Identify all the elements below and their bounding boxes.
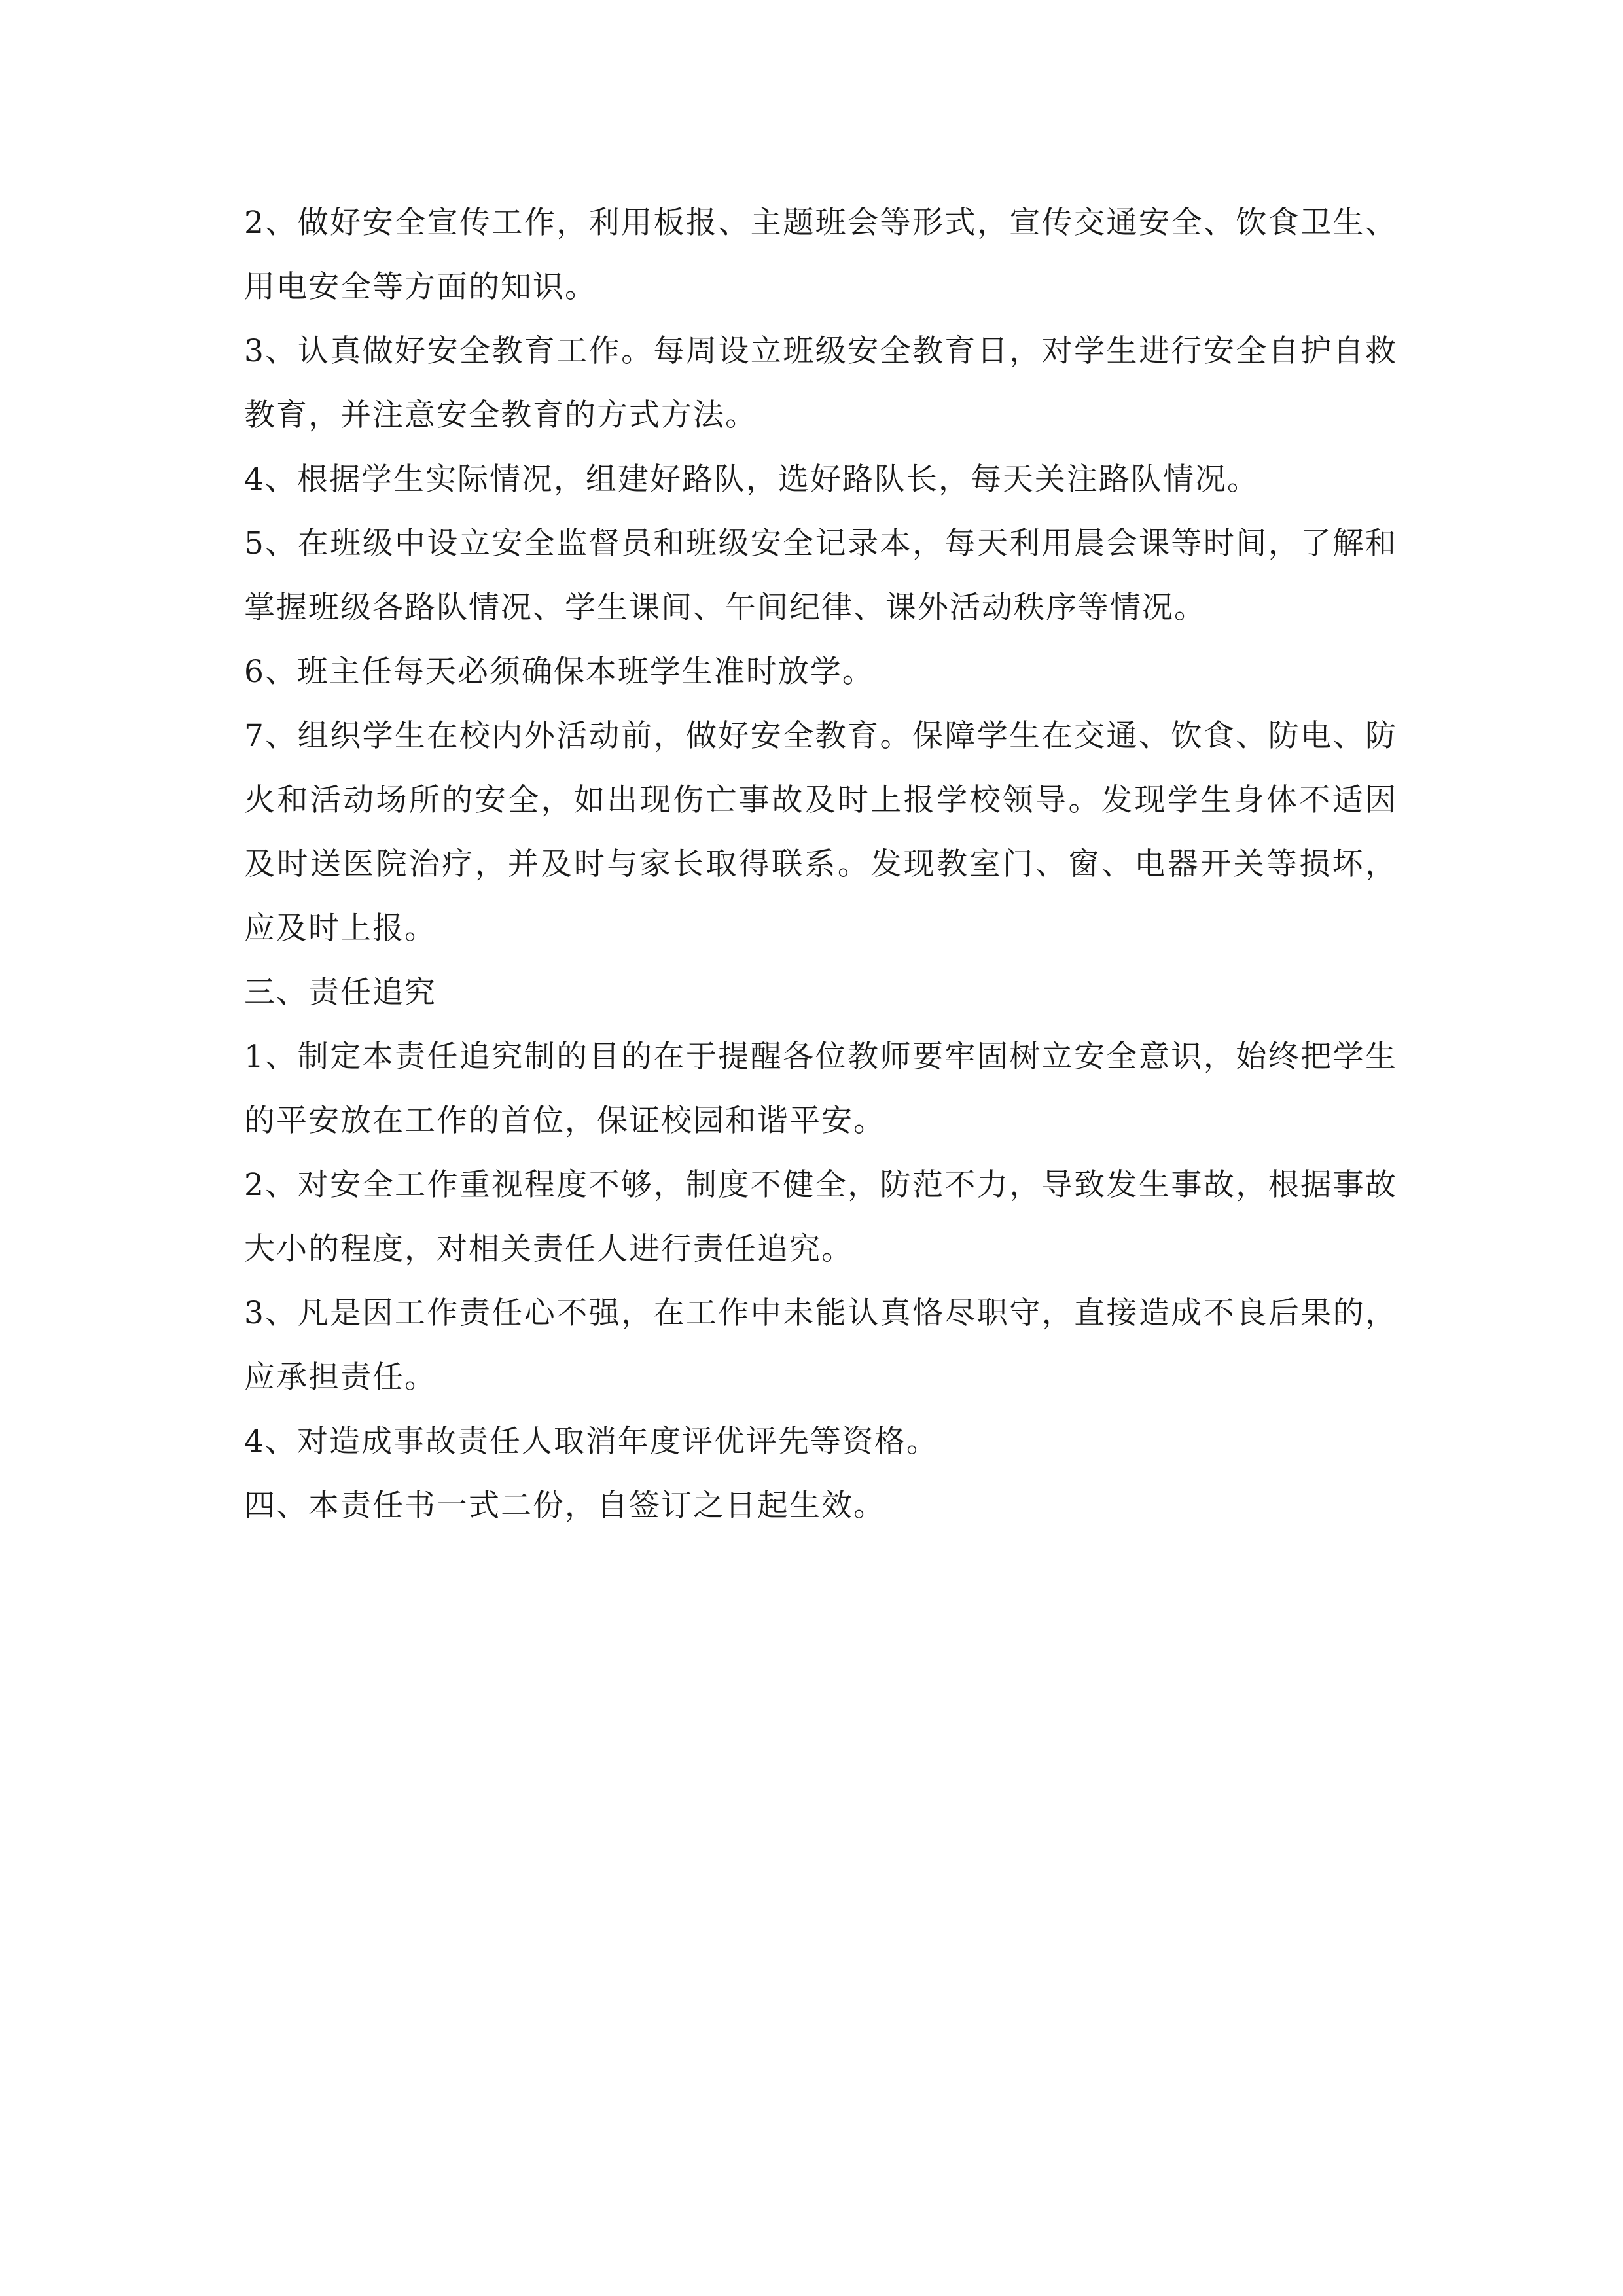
paragraph-item-4-road-team: 4、根据学生实际情况，组建好路队，选好路队长，每天关注路队情况。 [244,461,1259,497]
paragraph-item-2-publicity: 2、做好安全宣传工作，利用板报、主题班会等形式，宣传交通安全、饮食卫生、用电安全等方面的知识。 [244,205,1397,305]
section-heading-accountability: 三、责任追究 [244,975,437,1011]
paragraph-accountability-2: 2、对安全工作重视程度不够，制度不健全，防范不力，导致发生事故，根据事故大小的程度，对相关责任人进行责任追究。 [244,1167,1397,1267]
paragraph-item-7-activities: 7、组织学生在校内外活动前，做好安全教育。保障学生在交通、饮食、防电、防火和活动场所的安全，如出现伤亡事故及时上报学校领导。发现学生身体不适因及时送医院治疗，并及时与家长取得联系。发现教室门、窗、电器开关等损坏，应及时上报。 [244,718,1397,946]
document-body [244,191,1397,1538]
paragraph-item-3-education: 3、认真做好安全教育工作。每周设立班级安全教育日，对学生进行安全自护自救教育，并注意安全教育的方式方法。 [244,333,1397,433]
paragraph-accountability-3: 3、凡是因工作责任心不强，在工作中未能认真恪尽职守，直接造成不良后果的，应承担责任。 [244,1295,1397,1395]
section-effective-clause: 四、本责任书一式二份，自签订之日起生效。 [244,1488,885,1524]
paragraph-item-5-supervisor: 5、在班级中设立安全监督员和班级安全记录本，每天利用晨会课等时间，了解和掌握班级各路队情况、学生课间、午间纪律、课外活动秩序等情况。 [244,526,1397,626]
paragraph-item-6-dismissal: 6、班主任每天必须确保本班学生准时放学。 [244,654,874,690]
paragraph-accountability-1: 1、制定本责任追究制的目的在于提醒各位教师要牢固树立安全意识，始终把学生的平安放在工作的首位，保证校园和谐平安。 [244,1039,1397,1139]
paragraph-accountability-4: 4、对造成事故责任人取消年度评优评先等资格。 [244,1424,938,1460]
